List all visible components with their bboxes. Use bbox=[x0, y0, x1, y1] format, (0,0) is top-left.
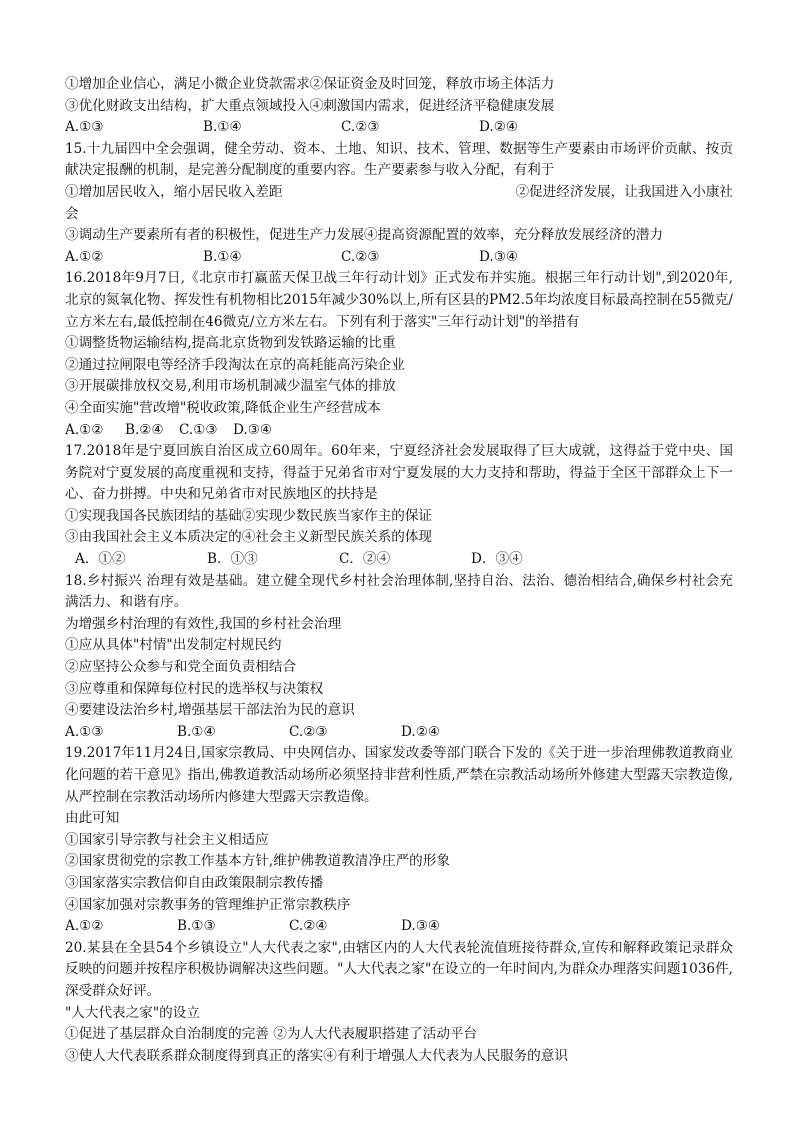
q19-option-c: C.②④ bbox=[289, 918, 328, 935]
q14-options bbox=[65, 117, 733, 139]
q14-option-c: C.②③ bbox=[341, 119, 380, 136]
q16-stem: 16.2018年9月7日,《北京市打赢蓝天保卫战三年行动计划》正式发布并实施。根据三年行动计划",到2020年,北京的氮氧化物、挥发性有机物相比2015年减少30%以上,所有区县的PM2.5年均浓度目标最高控制在55微克/立方米左右,最低控制在46微克/立方米左右。下列有利于落实"三年行动计划"的举措有 bbox=[65, 270, 733, 330]
q16-statement-2: ②通过拉闸限电等经济手段淘汰在京的高耗能高污染企业 bbox=[65, 356, 405, 373]
q19-lead: 由此可知 bbox=[65, 810, 120, 827]
q18-statement-2: ②应坚持公众参与和党全面负责相结合 bbox=[65, 659, 297, 676]
q18-option-a: A.①③ bbox=[65, 723, 104, 740]
q14-statement-1-2: ①增加企业信心，满足小微企业贷款需求②保证资金及时回笼，释放市场主体活力 bbox=[65, 76, 555, 92]
q18-statement-1: ①应从具体"村情"出发制定村规民约 bbox=[65, 637, 282, 654]
q20-stem: 20.某县在全县54个乡镇设立"人大代表之家",由辖区内的人大代表轮流值班接待群众,宣传和解释政策记录群众反映的问题并按程序积极协调解决这些问题。"人大代表之家"在设立的一年时间内,为群众办理落实问题1036件,深受群众好评。 bbox=[65, 939, 733, 999]
q16-option-a: A.①② bbox=[65, 421, 104, 438]
q15-option-b: B.①④ bbox=[203, 248, 242, 265]
q17-statement-1-2: ①实现我国各民族团结的基础②实现少数民族当家作主的保证 bbox=[65, 507, 433, 524]
q19-statement-1: ①国家引导宗教与社会主义相适应 bbox=[65, 831, 269, 848]
q15-options bbox=[65, 247, 733, 269]
q19-stem: 19.2017年11月24日,国家宗教局、中央网信办、国家发改委等部门联合下发的《关于进一步治理佛教道教商业化问题的若干意见》指出,佛教道教活动场所必须坚持非营利性质,严禁在宗教活动场所外修建大型露天宗教造像,从严控制在宗教活动场所内修建大型露天宗教造像。 bbox=[65, 745, 733, 805]
q15-statement-3-4: ③调动生产要素所有者的积极性，促进生产力发展④提高资源配置的效率，充分释放发展经济的潜力 bbox=[65, 227, 664, 244]
q19-option-b: B.①③ bbox=[177, 918, 216, 935]
q16-option-d: D.③④ bbox=[233, 421, 273, 438]
q19-statement-2: ②国家贯彻党的宗教工作基本方针,维护佛教道教清净庄严的形象 bbox=[65, 853, 450, 870]
q18-statement-4: ④要建设法治乡村,增强基层干部法治为民的意识 bbox=[65, 702, 355, 719]
q18-statement-3: ③应尊重和保障每位村民的选举权与决策权 bbox=[65, 680, 324, 697]
q19-option-a: A.①② bbox=[65, 918, 104, 935]
q17-option-d: D．③④ bbox=[471, 551, 523, 568]
q20-statement-3-4: ③使人大代表联系群众制度得到真正的落实④有利于增强人大代表为人民服务的意识 bbox=[65, 1047, 568, 1064]
q18-options bbox=[65, 722, 733, 744]
q19-options bbox=[65, 916, 733, 938]
q15-option-a: A.①② bbox=[65, 248, 104, 265]
q17-option-b: B．①③ bbox=[207, 551, 258, 568]
q19-option-d: D.③④ bbox=[401, 918, 441, 935]
q16-statement-3: ③开展碳排放权交易,利用市场机制减少温室气体的排放 bbox=[65, 378, 396, 395]
q16-statement-1: ①调整货物运输结构,提高北京货物到发铁路运输的比重 bbox=[65, 335, 396, 352]
q16-statement-4: ④全面实施"营改增"税收政策,降低企业生产经营成本 bbox=[65, 399, 381, 416]
q14-option-d: D.②④ bbox=[479, 119, 519, 136]
q18-stem: 18.乡村振兴 治理有效是基础。建立健全现代乡村社会治理体制,坚持自治、法治、德治相结合,确保乡村社会充满活力、和谐有序。 bbox=[65, 572, 733, 611]
q18-lead: 为增强乡村治理的有效性,我国的乡村社会治理 bbox=[65, 615, 342, 632]
q17-option-c: C．②④ bbox=[339, 551, 391, 568]
q17-options bbox=[65, 549, 733, 571]
q15-statement-1: ①增加居民收入，缩小居民收入差距 bbox=[65, 183, 283, 200]
q16-options bbox=[65, 420, 733, 442]
q15-statement-2-cont: 会 bbox=[65, 205, 79, 222]
q15-statement-2: ②促进经济发展，让我国进入小康社 bbox=[515, 183, 733, 200]
q15-statement-1-2 bbox=[65, 182, 733, 204]
q18-option-b: B.①④ bbox=[177, 723, 216, 740]
exam-page bbox=[65, 74, 733, 1067]
q20-lead: "人大代表之家"的设立 bbox=[65, 1004, 200, 1021]
q15-option-d: D.③④ bbox=[479, 248, 519, 265]
q17-option-a: A．①② bbox=[75, 551, 126, 568]
q14-statement-3-4: ③优化财政支出结构，扩大重点领域投入④刺激国内需求，促进经济平稳健康发展 bbox=[65, 97, 555, 114]
q19-statement-4: ④国家加强对宗教事务的管理维护正常宗教秩序 bbox=[65, 896, 351, 913]
q14-option-b: B.①④ bbox=[203, 119, 242, 136]
q19-statement-3: ③国家落实宗教信仰自由政策限制宗教传播 bbox=[65, 874, 324, 891]
q15-stem: 15.十九届四中全会强调，健全劳动、资本、土地、知识、技术、管理、数据等生产要素由市场评价贡献、按贡献决定报酬的机制，是完善分配制度的重要内容。生产要素参与收入分配，有利于 bbox=[65, 140, 733, 179]
q18-option-d: D.②④ bbox=[401, 723, 441, 740]
q17-statement-3-4: ③由我国社会主义本质决定的④社会主义新型民族关系的体现 bbox=[65, 529, 433, 546]
q18-option-c: C.②③ bbox=[289, 723, 328, 740]
q15-option-c: C.②③ bbox=[341, 248, 380, 265]
q16-option-b: B.②④ bbox=[125, 421, 164, 438]
q16-option-c: C.①③ bbox=[179, 421, 218, 438]
q14-option-a: A.①③ bbox=[65, 119, 104, 136]
q20-statement-1-2: ①促进了基层群众自治制度的完善 ②为人大代表履职搭建了活动平台 bbox=[65, 1026, 478, 1043]
q17-stem: 17.2018年是宁夏回族自治区成立60周年。60年来，宁夏经济社会发展取得了巨大成就，这得益于党中央、国务院对宁夏发展的高度重视和支持，得益于兄弟省市对宁夏发展的大力支持和帮助，得益于全区干部群众上下一心、奋力拼搏。中央和兄弟省市对民族地区的扶持是 bbox=[65, 443, 733, 503]
